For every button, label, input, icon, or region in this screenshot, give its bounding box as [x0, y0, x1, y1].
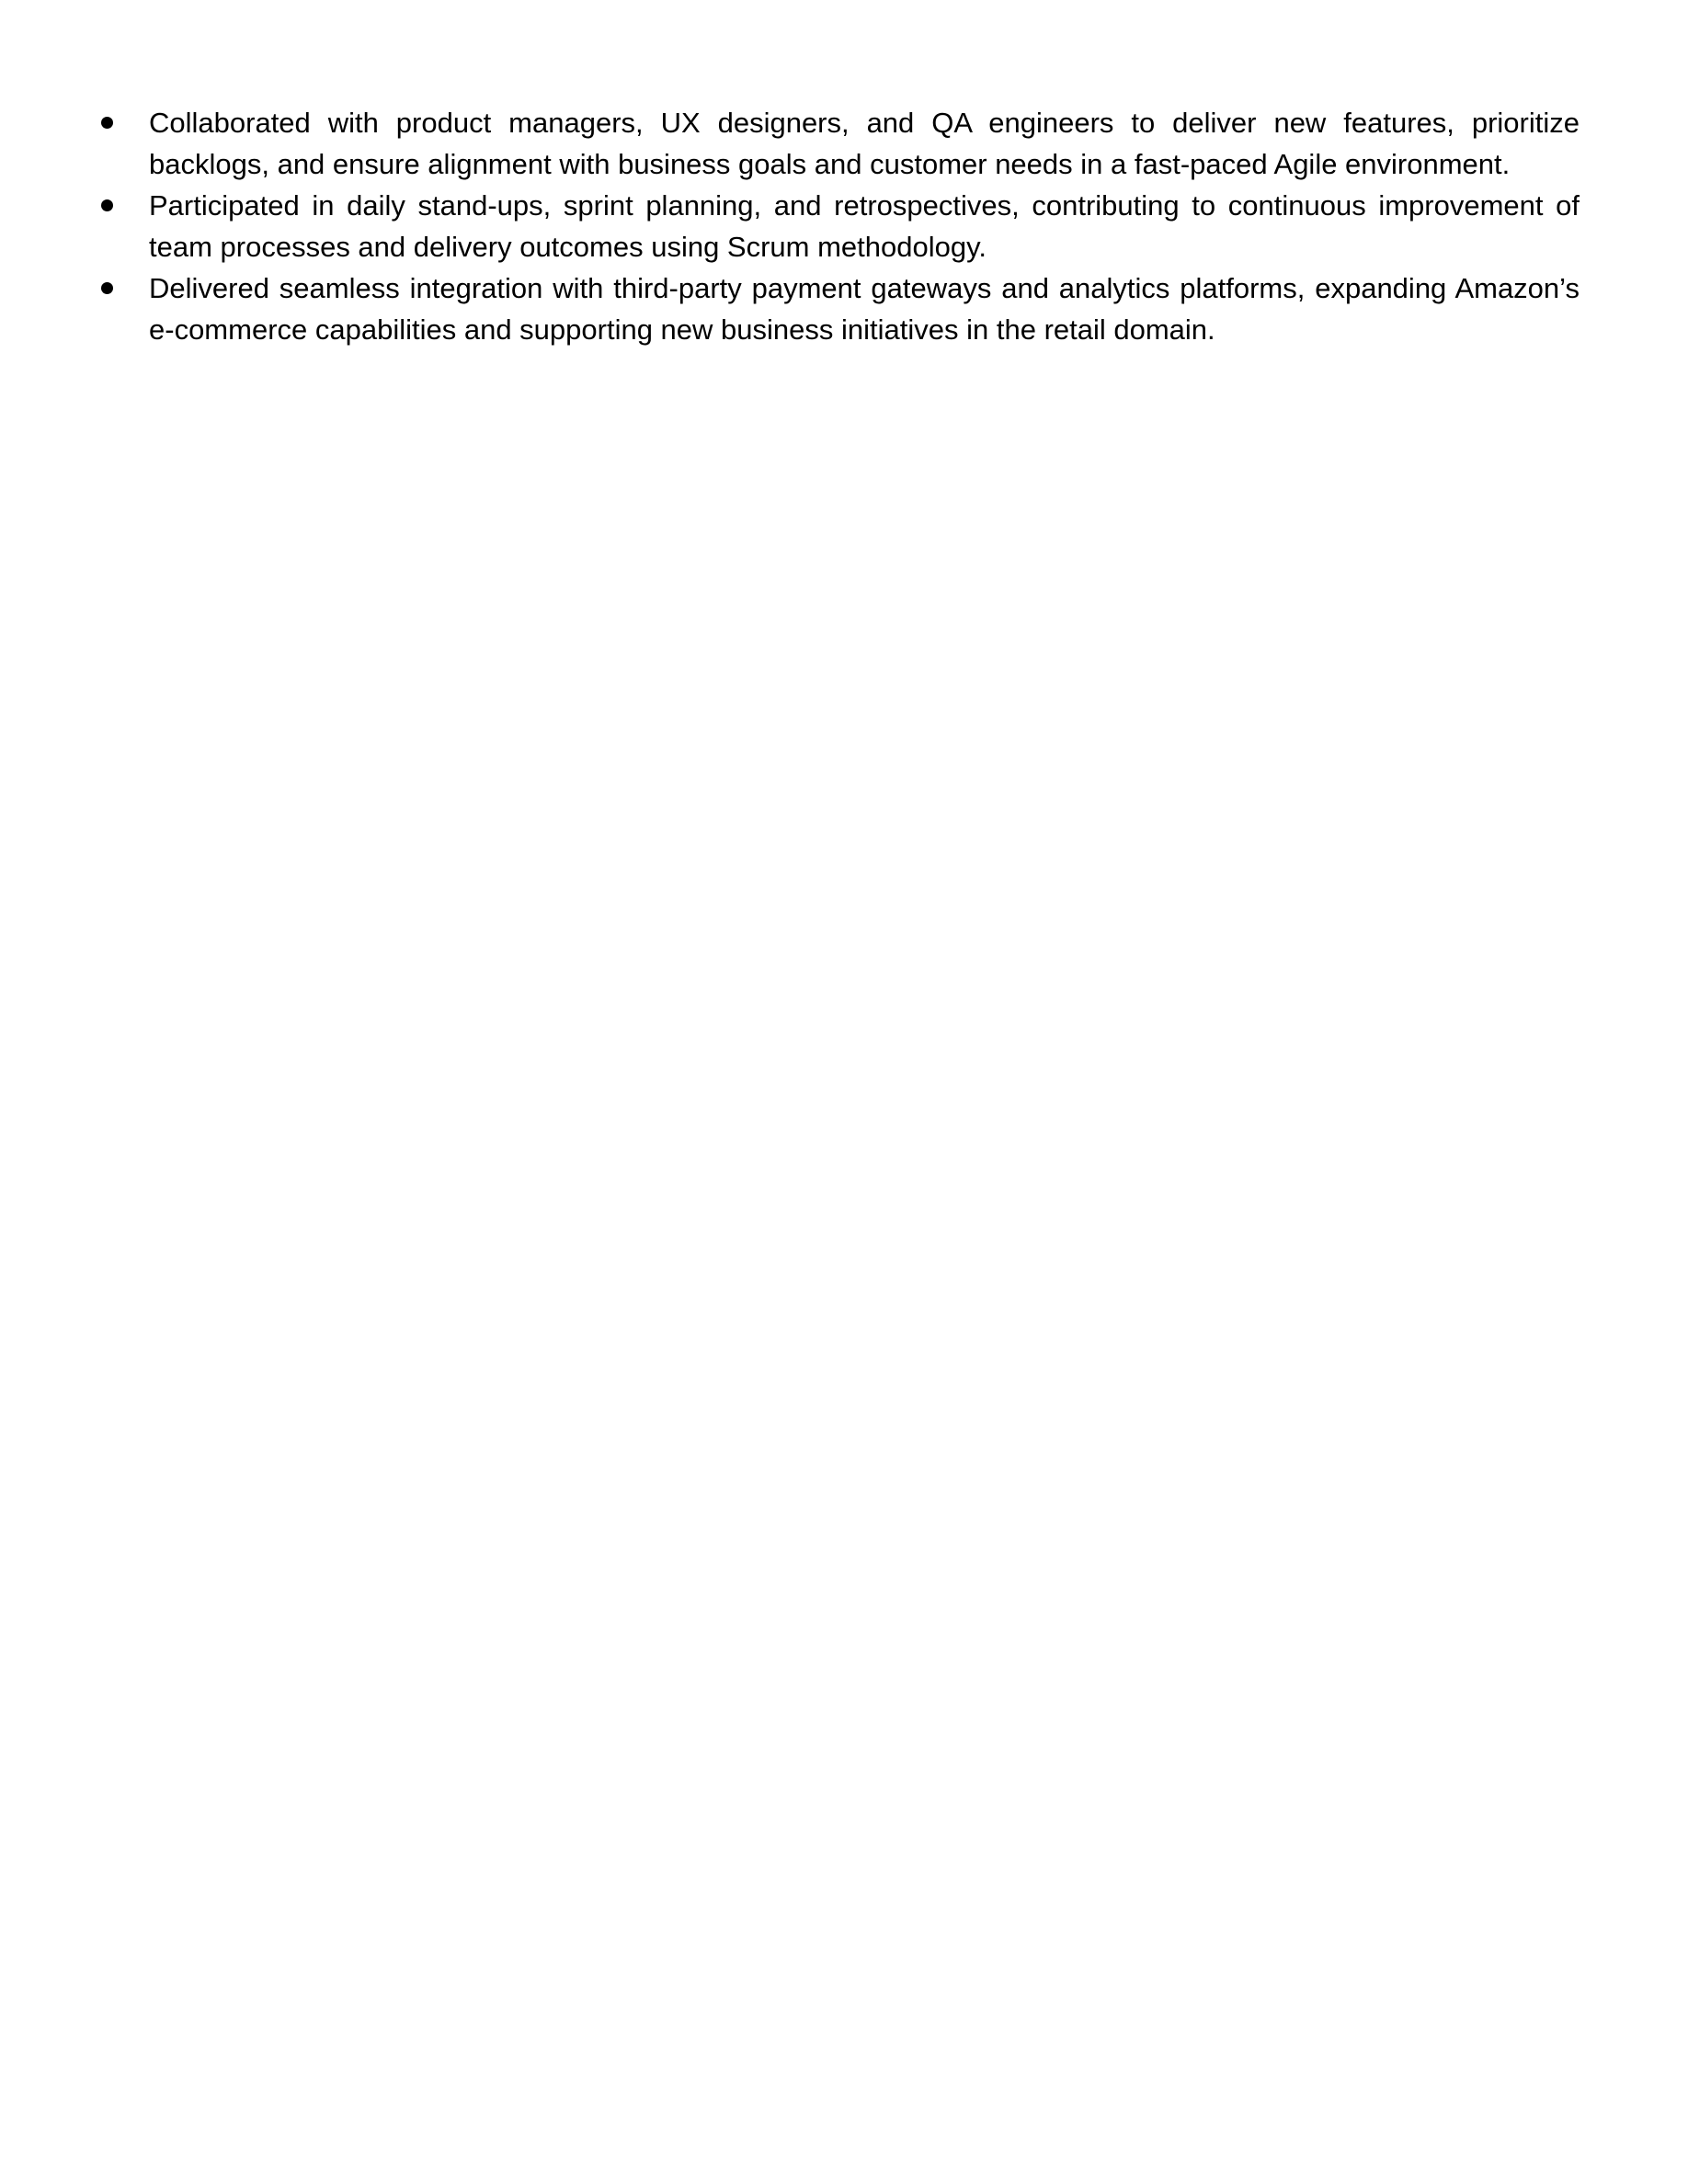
experience-bullet-list — [97, 102, 1580, 350]
bullet-text: Delivered seamless integration with third-party payment gateways and analytics platforms, expanding Amazon’s e-commerce capabilities and supporting new business initiatives in the retail domain. — [149, 272, 1580, 346]
bullet-dot-icon — [101, 117, 113, 129]
bullet-item — [97, 185, 1580, 267]
bullet-text: Collaborated with product managers, UX designers, and QA engineers to deliver new features, prioritize backlogs, and ensure alignment with business goals and customer needs in a fast-paced Agile environment. — [149, 107, 1580, 180]
bullet-text: Participated in daily stand-ups, sprint planning, and retrospectives, contributing to continuous improvement of team processes and delivery outcomes using Scrum methodology. — [149, 189, 1580, 263]
bullet-item — [97, 267, 1580, 350]
bullet-item — [97, 102, 1580, 185]
bullet-dot-icon — [101, 282, 113, 294]
bullet-dot-icon — [101, 199, 113, 211]
